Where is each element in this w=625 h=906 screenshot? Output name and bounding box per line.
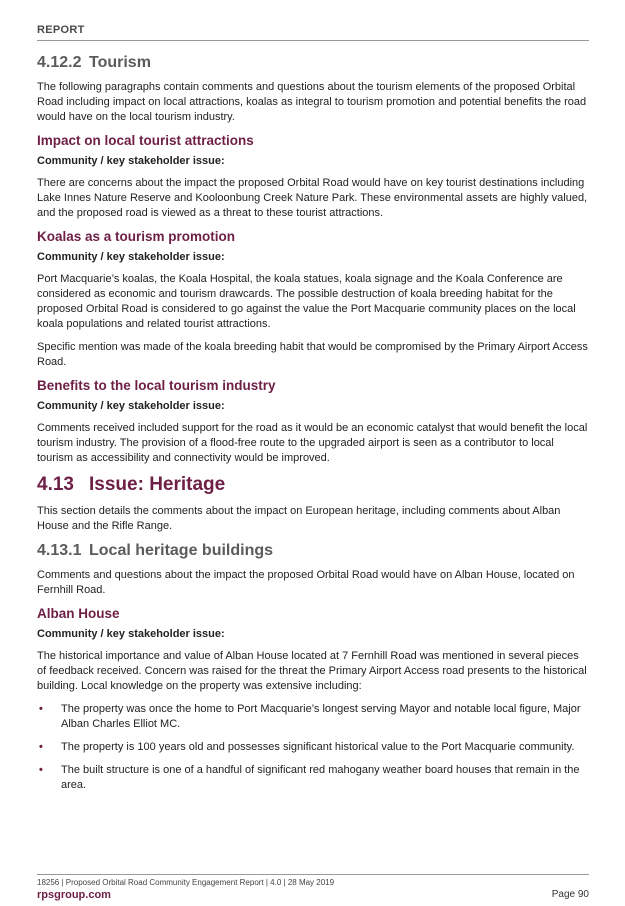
subheading-koalas: Koalas as a tourism promotion xyxy=(37,229,236,244)
list-item-text: The property was once the home to Port Macquarie’s longest serving Mayor and notable local figure, Major Alban Charles Elliot MC. xyxy=(61,703,581,730)
footer-document-info: 18256 | Proposed Orbital Road Community Engagement Report | 4.0 | 28 May 2019 xyxy=(37,878,335,887)
footer-divider xyxy=(37,874,589,875)
bullet-list xyxy=(37,702,589,793)
list-item-text: The built structure is one of a handful of significant red mahogany weather board houses that remain in the area. xyxy=(61,764,580,791)
page-content xyxy=(37,54,589,801)
section-intro: Comments and questions about the impact the proposed Orbital Road would have on Alban House, located on Fernhill Road. xyxy=(37,569,575,596)
running-header: REPORT xyxy=(37,24,85,36)
issue-label: Community / key stakeholder issue: xyxy=(37,628,225,640)
list-item xyxy=(37,702,589,732)
bullet-icon: • xyxy=(39,764,43,776)
paragraph: The historical importance and value of Alban House located at 7 Fernhill Road was mentioned in several pieces of feedback received. Concern was raised for the threat the Primary Airport Access road presents to the historical building. Local knowledge on the property was extensive including: xyxy=(37,650,587,692)
footer-website-link[interactable]: rpsgroup.com xyxy=(37,889,111,901)
subheading-tourism-benefits: Benefits to the local tourism industry xyxy=(37,378,276,393)
list-item xyxy=(37,740,589,755)
paragraph: Specific mention was made of the koala breeding habit that would be compromised by the Primary Airport Access Road. xyxy=(37,341,588,368)
list-item xyxy=(37,763,589,793)
section-intro: This section details the comments about the impact on European heritage, including comments about Alban House and the Rifle Range. xyxy=(37,505,561,532)
section-title: Local heritage buildings xyxy=(89,542,274,559)
bullet-icon: • xyxy=(39,741,43,753)
bullet-icon: • xyxy=(39,703,43,715)
paragraph: There are concerns about the impact the proposed Orbital Road would have on key tourist destinations including Lake Innes Nature Reserve and Kooloonbung Creek Nature Park. These environmental assets are highly valued, and the proposed road is viewed as a threat to these tourist attractions. xyxy=(37,177,588,219)
section-title: Tourism xyxy=(89,54,151,71)
section-heading-heritage xyxy=(37,474,589,496)
section-number: 4.13.1 xyxy=(37,542,82,559)
subheading-local-attractions: Impact on local tourist attractions xyxy=(37,133,254,148)
paragraph: Port Macquarie’s koalas, the Koala Hospital, the koala statues, koala signage and the Koala Conference are considered as economic and tourism drawcards. The possible destruction of koala breeding habitat for the proposed Orbital Road is considered to go against the value the Port Macquarie community places on the local koala populations and related tourist attractions. xyxy=(37,273,576,330)
list-item-text: The property is 100 years old and possesses significant historical value to the Port Macquarie community. xyxy=(61,741,575,753)
issue-label: Community / key stakeholder issue: xyxy=(37,155,225,167)
section-number: 4.13 xyxy=(37,474,74,495)
subheading-alban-house: Alban House xyxy=(37,606,120,621)
header-divider xyxy=(37,40,589,41)
paragraph: Comments received included support for the road as it would be an economic catalyst that would benefit the local tourism industry. The provision of a flood-free route to the upgraded airport is seen as a contributor to local tourism as accessibility and connectivity would be improved. xyxy=(37,422,588,464)
section-title: Issue: Heritage xyxy=(89,474,226,495)
section-intro: The following paragraphs contain comments and questions about the tourism elements of the proposed Orbital Road including impact on local attractions, koalas as integral to tourism promotion and potential benefits the road would have on the local tourism industry. xyxy=(37,81,587,123)
section-heading-local-heritage xyxy=(37,542,589,560)
section-number: 4.12.2 xyxy=(37,54,82,71)
issue-label: Community / key stakeholder issue: xyxy=(37,251,225,263)
section-heading-tourism xyxy=(37,54,589,72)
issue-label: Community / key stakeholder issue: xyxy=(37,400,225,412)
page-number: Page 90 xyxy=(551,889,589,900)
